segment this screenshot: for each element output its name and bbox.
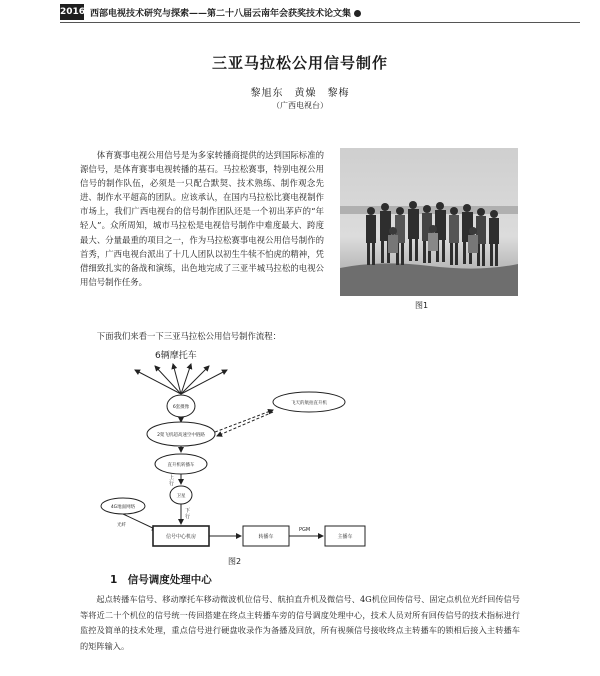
signal-center-label: 信号中心机房 <box>165 534 197 540</box>
link-arrow <box>217 412 273 436</box>
journal-title: 西部电视技术研究与探索——第二十八届云南年会获奖技术论文集 <box>90 6 361 19</box>
section-paragraph: 起点转播车信号、移动摩托车移动微波机位信号、航拍直升机及微信号、4G机位回传信号、固定点机位光纤回传信号等将近二十个机位的信号统一传回搭建在终点主转播车旁的信号调度处理中心，技术人员对所有回传信号的技术指标进行监控及简单的技术处理，重点信号进行硬盘收录作为备播及回放，所有视频信号接收终点主转播车的锁相后接入主转播车的矩阵输入。 <box>80 594 520 651</box>
intro-text <box>80 148 324 289</box>
moto-arrow <box>135 370 181 394</box>
ground-net-label: 4G地面网络 <box>110 505 136 510</box>
header-rule <box>60 22 580 23</box>
moto-camera-label: 6套摄像 <box>172 405 190 410</box>
ob-van-label: 转播车 <box>258 534 274 540</box>
figure-2-caption: 图2 <box>228 557 242 566</box>
pgm-label: PGM <box>299 527 311 533</box>
section-heading: 1 信号调度处理中心 <box>110 574 212 586</box>
downlink-label: 下 <box>185 508 191 514</box>
uplink-label: 上 <box>169 475 175 481</box>
article-affiliation: （广西电视台） <box>272 101 328 110</box>
bullet-icon <box>354 10 361 17</box>
signal-flow-diagram <box>95 344 395 564</box>
section-body <box>80 592 520 654</box>
main-van-label: 主播车 <box>337 534 353 540</box>
heli-relay-label: 直升机转播车 <box>167 463 195 468</box>
link-arrow <box>215 410 273 432</box>
team-photo <box>340 148 518 296</box>
relay-plane-label: 2架飞机超高速空中链路 <box>157 433 205 438</box>
satellite-label: 卫星 <box>176 494 186 499</box>
article-title: 三亚马拉松公用信号制作 <box>211 54 388 72</box>
downlink-label-2: 行 <box>185 514 191 520</box>
year-badge: 2016 <box>60 4 84 20</box>
figure-1-caption: 图1 <box>415 301 429 310</box>
fixed-wing-label: 飞天的航拍直升机 <box>291 401 327 406</box>
article-authors: 黎旭东 黄燥 黎梅 <box>250 88 350 99</box>
ground-arrow <box>123 514 157 530</box>
flow-intro-text: 下面我们来看一下三亚马拉松公用信号制作流程： <box>96 331 282 341</box>
moto-label: 6辆摩托车 <box>155 351 197 361</box>
fiber-label: 光纤 <box>117 523 126 528</box>
page-header <box>60 4 580 22</box>
intro-paragraph: 体育赛事电视公用信号是为多家转播商提供的达到国际标准的源信号，是体育赛事电视转播的基石。马拉松赛事，特别电视公用信号的制作队伍，必须是一只配合默契、技术熟练、制作观念先进、制作水平超高的团队。应该承认，在国内马拉松比赛电视制作市场上，我们广西电视台的信号制作团队还是一个初出茅庐的“年轻人”。众所周知，城市马拉松是电视信号制作中难度最大、跨度最大、分量最重的项目之一，作为马拉松赛事电视公用信号制作的首秀，广西电视台派出了十几人团队以初生牛犊不怕虎的精神，凭借细致扎实的备战和演练，出色地完成了三亚半城马拉松的电视公用信号制作任务。 <box>80 150 324 287</box>
uplink-label-2: 行 <box>169 481 175 487</box>
